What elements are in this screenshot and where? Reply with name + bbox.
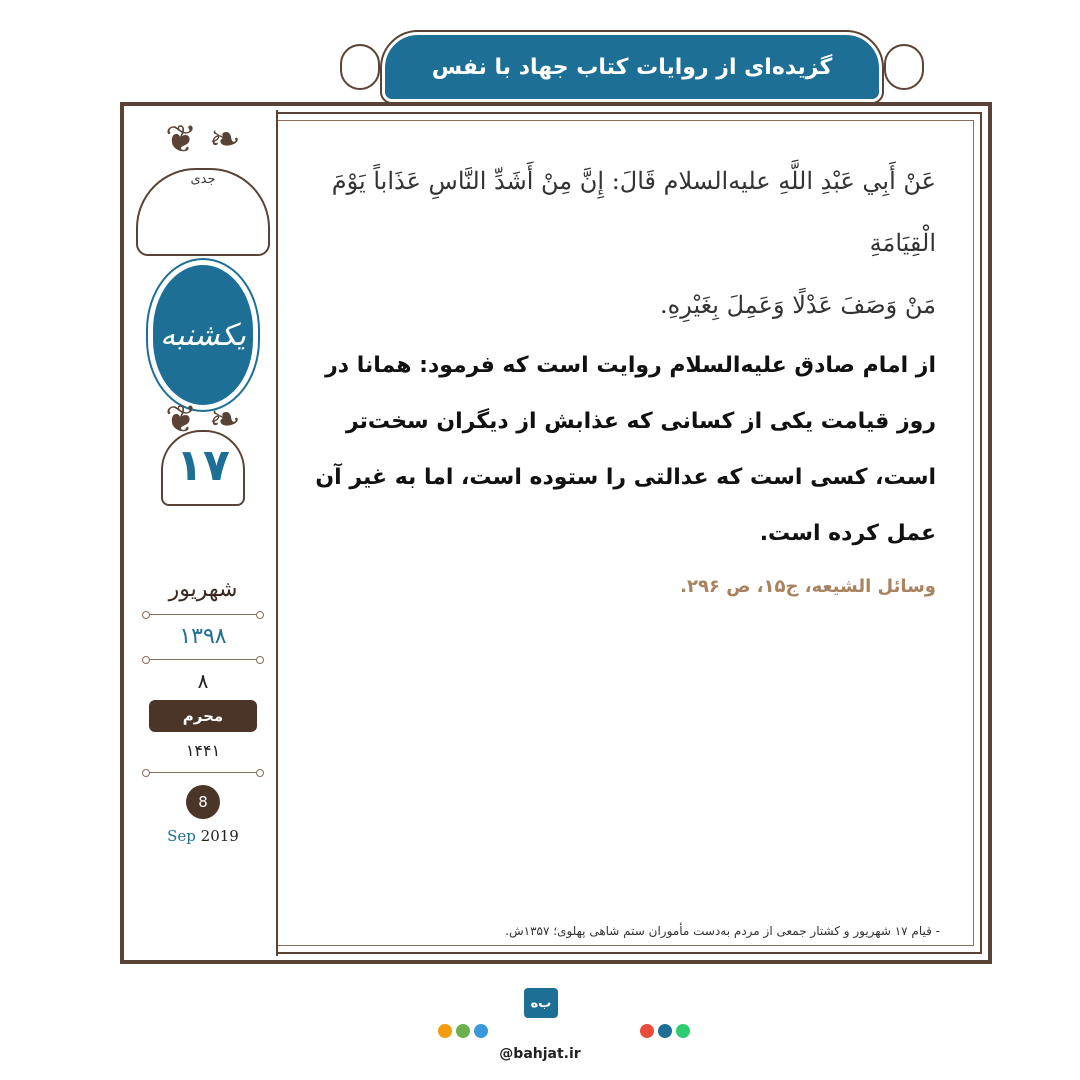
divider xyxy=(148,772,258,773)
floral-ornament-top-icon: ❦ ❧ xyxy=(165,117,241,161)
social-icon[interactable] xyxy=(640,1024,654,1038)
brand-logo-icon xyxy=(524,988,558,1018)
solar-month: شهریور xyxy=(168,577,238,602)
sidebar-tag: جدی xyxy=(190,172,216,187)
hijri-year: ۱۴۴۱ xyxy=(185,741,221,760)
social-icon[interactable] xyxy=(438,1024,452,1038)
gregorian-month: Sep xyxy=(167,827,196,845)
solar-year: ۱۳۹۸ xyxy=(179,624,227,649)
solar-day: ۱۷ xyxy=(176,440,230,491)
page-title: گزیده‌ای از روایات کتاب جهاد با نفس xyxy=(431,54,833,80)
social-icon[interactable] xyxy=(474,1024,488,1038)
gregorian-year: 2019 xyxy=(200,827,239,845)
social-handle[interactable]: @bahjat.ir xyxy=(499,1046,581,1062)
gregorian-day: 8 xyxy=(186,785,220,819)
hijri-month: محرم xyxy=(149,700,257,732)
floral-ornament-mid-icon: ❦ ❧ xyxy=(165,397,241,441)
weekday-badge xyxy=(148,260,258,410)
banner-ornament-left xyxy=(340,44,380,90)
social-icon[interactable] xyxy=(658,1024,672,1038)
banner-ornament-right xyxy=(884,44,924,90)
divider xyxy=(148,614,258,615)
persian-translation: از امام صادق عليه‌السلام روايت است كه فرمود: همانا در روز قيامت يكى از كسانى كه عذابش از ديگران سخت‌تر است، كسى است كه عدالتى را ستوده است، اما به غير آن عمل كرده است. xyxy=(315,353,936,546)
social-icon[interactable] xyxy=(676,1024,690,1038)
hadith-content xyxy=(300,150,936,597)
hijri-day: ۸ xyxy=(197,669,209,693)
event-footnote: - قیام ۱۷ شهریور و کشتار جمعی از مردم به‌دست مأموران ستم شاهی پهلوی؛ ۱۳۵۷ش. xyxy=(505,924,940,938)
gregorian-month-year xyxy=(128,827,278,845)
arabic-text-line-1: عَنْ أَبِي عَبْدِ اللَّهِ عليه‌السلام قَالَ: إِنَّ مِنْ أَشَدِّ النَّاسِ عَذَاباً يَوْمَ الْقِيَامَةِ xyxy=(331,167,936,257)
header-banner xyxy=(382,32,882,102)
date-details xyxy=(128,570,278,845)
social-icon[interactable] xyxy=(456,1024,470,1038)
source-citation: وسائل الشیعه، ج۱۵، ص ۲۹۶. xyxy=(680,576,936,597)
divider xyxy=(148,659,258,660)
arabic-text-line-2: مَنْ وَصَفَ عَدْلًا وَعَمِلَ بِغَيْرِهِ. xyxy=(660,291,936,319)
weekday-label: یکشنبه xyxy=(160,317,246,353)
logo-text: ب‌ه xyxy=(530,995,552,1011)
date-sidebar xyxy=(128,110,278,956)
